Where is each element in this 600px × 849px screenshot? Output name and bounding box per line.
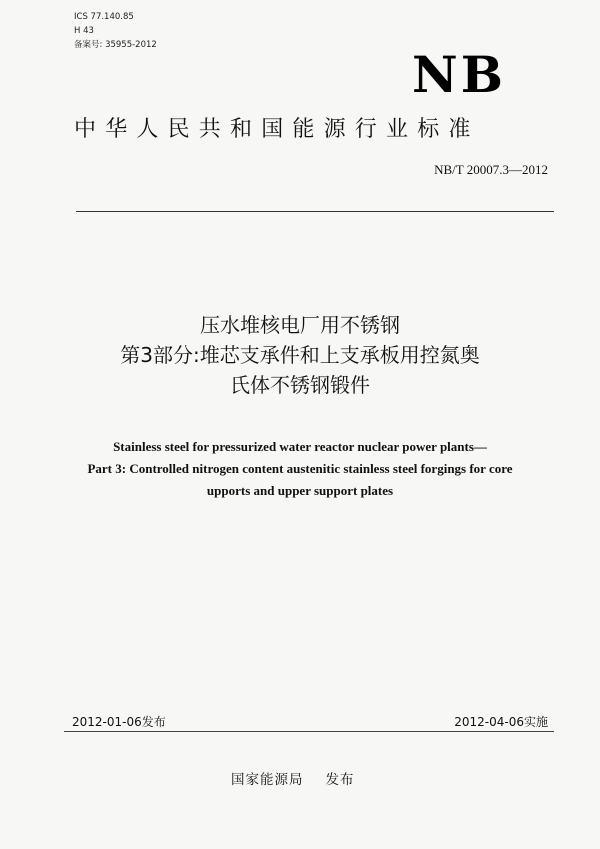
standard-code: NB/T 20007.3—2012 (434, 162, 548, 177)
classification-block (74, 10, 157, 52)
ccs-code: H 43 (74, 26, 94, 36)
ics-code: ICS 77.140.85 (74, 12, 134, 22)
english-title (0, 436, 600, 502)
english-title-line-2: Part 3: Controlled nitrogen content austenitic stainless steel forgings for core (87, 461, 513, 476)
chinese-title (0, 310, 600, 400)
standard-organization: 中华人民共和国能源行业标准 (74, 117, 480, 142)
publisher-action: 发布 (325, 772, 355, 788)
chinese-title-line-1: 压水堆核电厂用不锈钢 (200, 313, 400, 337)
record-number: 备案号: 35955-2012 (74, 40, 157, 50)
publisher-line (231, 768, 355, 788)
footer-divider (64, 731, 554, 732)
chinese-title-line-3: 氏体不锈钢锻件 (230, 373, 370, 397)
nb-logo: NB (412, 45, 506, 104)
issue-date: 2012-01-06发布 (72, 715, 166, 729)
english-title-line-1: Stainless steel for pressurized water reactor nuclear power plants— (113, 439, 487, 454)
publisher-name: 国家能源局 (231, 772, 304, 788)
chinese-title-line-2: 第3部分:堆芯支承件和上支承板用控氮奥 (120, 343, 480, 367)
implementation-date: 2012-04-06实施 (454, 715, 548, 729)
english-title-line-3: upports and upper support plates (206, 483, 394, 498)
header-divider (76, 211, 554, 212)
